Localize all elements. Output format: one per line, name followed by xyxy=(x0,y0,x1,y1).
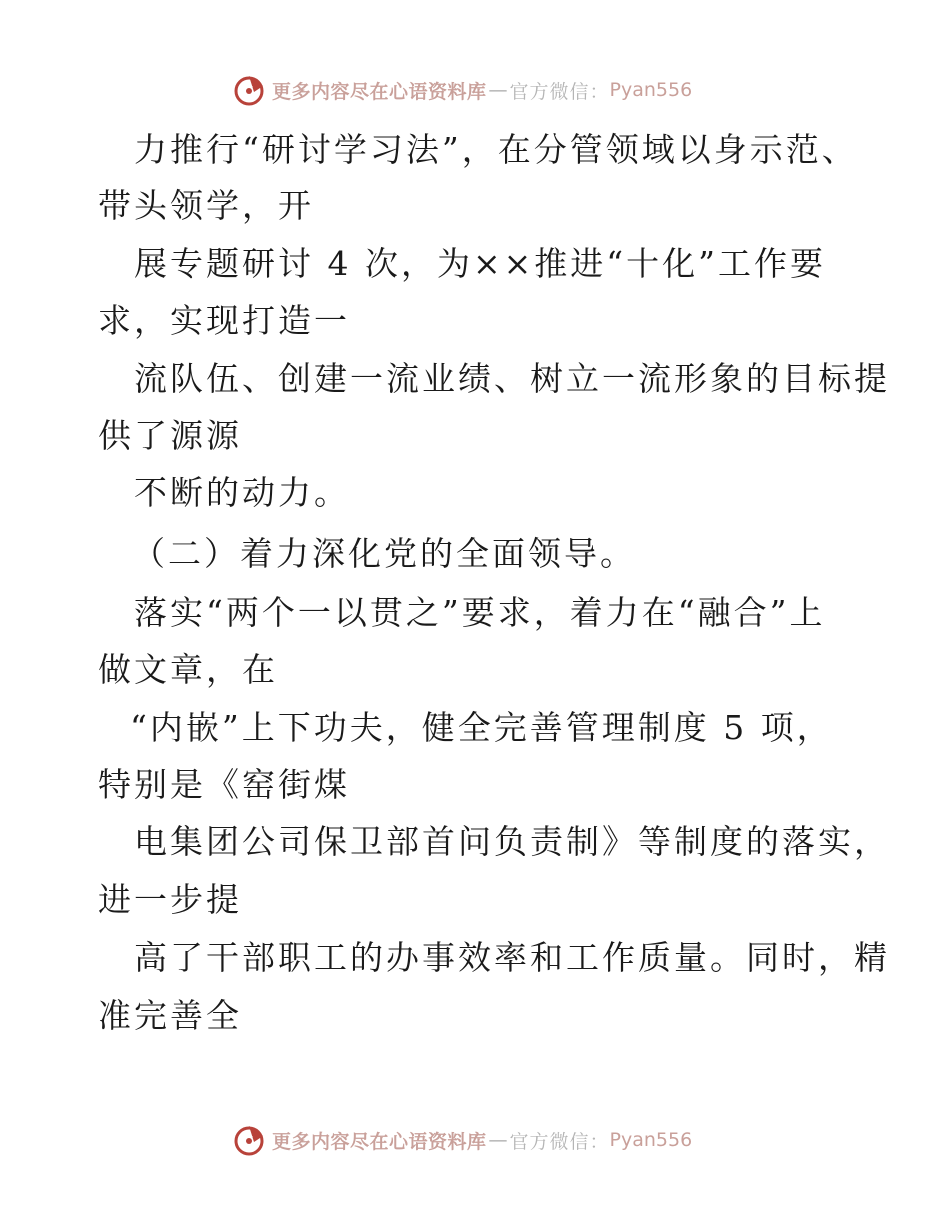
header-banner xyxy=(232,72,692,108)
body-line: 展专题研讨 4 次，为××推进“十化”工作要 xyxy=(134,244,827,283)
banner-title: 更多内容尽在心语资料库 xyxy=(272,80,487,103)
body-line: 特别是《窑街煤 xyxy=(98,765,350,804)
body-line: 做文章，在 xyxy=(98,650,278,689)
body-line: 落实“两个一以贯之”要求，着力在“融合”上 xyxy=(134,593,826,632)
body-line: （二）着力深化党的全面领导。 xyxy=(132,534,636,573)
body-line: 力推行“研讨学习法”，在分管领域以身示范、 xyxy=(134,130,858,169)
body-line: 不断的动力。 xyxy=(134,473,350,512)
body-line: 高了干部职工的办事效率和工作质量。同时，精 xyxy=(134,938,890,977)
body-line: 求，实现打造一 xyxy=(98,301,350,340)
footer-banner xyxy=(232,1122,692,1158)
banner-separator: — xyxy=(488,1129,508,1151)
body-line: “内嵌”上下功夫，健全完善管理制度 5 项， xyxy=(130,708,833,747)
body-line: 进一步提 xyxy=(98,880,242,919)
body-line: 准完善全 xyxy=(98,996,242,1035)
banner-title: 更多内容尽在心语资料库 xyxy=(272,1130,487,1153)
banner-wechat-label: 官方微信： xyxy=(509,80,610,103)
body-line: 带头领学，开 xyxy=(98,186,314,225)
banner-separator: — xyxy=(488,79,508,101)
banner-wechat-id: Pyan556 xyxy=(609,79,693,101)
body-line: 流队伍、创建一流业绩、树立一流形象的目标提 xyxy=(134,359,890,398)
pen-nib-circle-icon xyxy=(232,72,268,108)
banner-wechat-label: 官方微信： xyxy=(509,1130,610,1153)
pen-nib-circle-icon xyxy=(232,1122,268,1158)
body-line: 电集团公司保卫部首问负责制》等制度的落实， xyxy=(134,822,890,861)
body-line: 供了源源 xyxy=(98,416,242,455)
banner-wechat-id: Pyan556 xyxy=(609,1129,693,1151)
